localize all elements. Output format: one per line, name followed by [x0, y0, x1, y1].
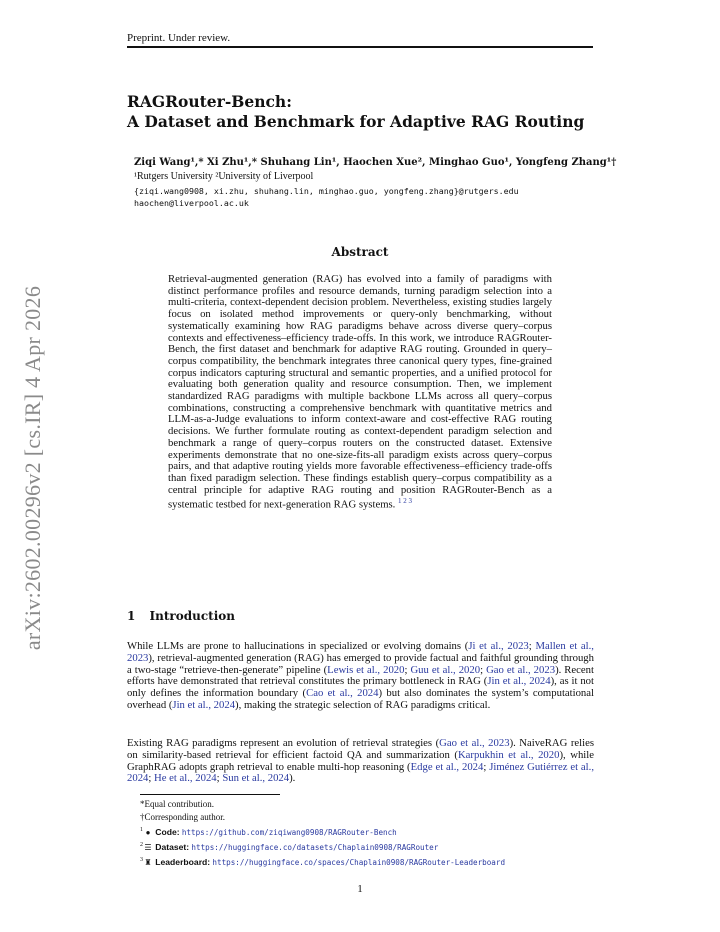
abstract-body — [168, 274, 552, 512]
footnote-code: $^1$ ● Code: https://github.com/ziqiwang0908/RAGRouter-Bench — [140, 827, 397, 837]
paragraph-text: ; — [148, 772, 155, 785]
citation-link[interactable]: Karpukhin et al., 2020 — [457, 748, 560, 761]
citation-link[interactable]: Jiménez Gutiérrez et al., 2024 — [127, 760, 594, 785]
footnote-equal: *Equal contribution. — [140, 799, 214, 809]
citation-link[interactable]: Cao et al., 2024 — [306, 687, 379, 700]
title-line-2: A Dataset and Benchmark for Adaptive RAG Routing — [127, 112, 585, 131]
dataset-label: Dataset: — [155, 842, 190, 852]
paragraph-text: ), while GraphRAG adopts graph retrieval to enable multi-hop reasoning ( — [127, 748, 594, 773]
citation-link[interactable]: Gao et al., 2023 — [439, 737, 510, 749]
citation-link[interactable]: Ji et al., 2023 — [468, 640, 529, 652]
footnote-dataset: $^2$☰ Dataset: https://huggingface.co/datasets/Chaplain0908/RAGRouter — [140, 842, 439, 852]
citation-link[interactable]: Sun et al., 2024 — [222, 772, 290, 785]
abstract-footnote-links[interactable]: 1 2 3 — [398, 497, 413, 506]
author-list: Ziqi Wang¹,* Xi Zhu¹,* Shuhang Lin¹, Haochen Xue², Minghao Guo¹, Yongfeng Zhang¹† — [134, 157, 617, 168]
section-number: 1 — [127, 609, 136, 623]
footnotes — [140, 798, 505, 869]
abstract-heading: Abstract — [331, 245, 389, 259]
paragraph-text: ). — [289, 772, 296, 785]
citation-link[interactable]: Gao et al., 2023 — [486, 663, 556, 676]
paragraph-text: ). Recent efforts have demonstrated that retrieval constitutes the primary bottleneck in RAG ( — [127, 663, 594, 688]
leaderboard-label: Leaderboard: — [155, 857, 211, 867]
citation-link[interactable]: Lewis et al., 2020 — [327, 663, 405, 676]
affiliations: ¹Rutgers University ²University of Liverpool — [134, 171, 314, 182]
paragraph-text: ), making the strategic selection of RAG paradigms critical. — [235, 698, 491, 711]
citation-link[interactable]: He et al., 2024 — [154, 772, 217, 785]
email-line-2: haochen@liverpool.ac.uk — [134, 198, 249, 208]
header-rule — [127, 46, 593, 48]
database-icon: ☰ — [144, 843, 152, 852]
section-title: Introduction — [149, 609, 236, 623]
paragraph-text: ), retrieval-augmented generation (RAG) has emerged to provide factual and faithful grounding through a two-stage “retrieve-then-generate” pipeline ( — [127, 651, 594, 676]
paragraph-text: ). NaiveRAG relies on similarity-based retrieval for efficient factoid QA and summarization ( — [127, 737, 594, 761]
section-heading-introduction — [127, 609, 235, 623]
citation-link[interactable]: Jin et al., 2024 — [172, 698, 236, 711]
paragraph-text: ; — [528, 640, 536, 652]
email-line-1: {ziqi.wang0908, xi.zhu, shuhang.lin, minghao.guo, yongfeng.zhang}@rutgers.edu — [134, 186, 519, 196]
title-line-1: RAGRouter-Bench: — [127, 92, 292, 111]
paragraph-text: ; — [480, 663, 487, 676]
github-icon: ● — [145, 828, 151, 837]
paragraph-text: ) but also dominates the system’s computational overhead ( — [127, 687, 594, 711]
footnote-leaderboard: $^3$♜ Leaderboard: https://huggingface.co/spaces/Chaplain0908/RAGRouter-Leaderboard — [140, 857, 506, 867]
running-header: Preprint. Under review. — [127, 32, 231, 44]
citation-link[interactable]: Mallen et al., 2023 — [127, 640, 594, 664]
leaderboard-link[interactable]: https://huggingface.co/spaces/Chaplain0908/RAGRouter-Leaderboard — [212, 858, 506, 867]
paragraph-text: Existing RAG paradigms represent an evolution of retrieval strategies ( — [127, 737, 440, 749]
paragraph-text: ; — [404, 663, 411, 676]
citation-link[interactable]: Jin et al., 2024 — [487, 675, 551, 688]
intro-paragraph-1 — [127, 641, 594, 712]
citation-link[interactable]: Guu et al., 2020 — [410, 663, 481, 676]
paragraph-text: While LLMs are prone to hallucinations in specialized or evolving domains ( — [127, 640, 469, 652]
code-label: Code: — [155, 827, 180, 837]
paragraph-text: ), as it not only defines the information boundary ( — [127, 675, 594, 700]
abstract-text: Retrieval-augmented generation (RAG) has evolved into a family of paradigms with distinct performance profiles and resource demands, turning paradigm selection into a multi-criteria, context-dependent decision problem. Nevertheless, existing studies largely focus on isolated method improvements or query-only benchmarking, without systematically examining how RAG paradigms behave across diverse query–corpus contexts and effectiveness–efficiency trade-offs. In this work, we introduce RAGRouter-Bench, the first dataset and benchmark for adaptive RAG routing. Grounded in query–corpus compatibility, the benchmark integrates three canonical query types, fine-grained corpus indicators capturing structural and semantic properties, and a unified protocol for evaluating both generation quality and resource consumption. Then, we implement standardized RAG paradigms with multiple backbone LLMs across all query–corpus combinations, constructing a comprehensive benchmark with quantitative metrics and LLM-as-a-Judge evaluations to inform context-aware and cost-effective RAG routing decisions. We further formulate routing as context-dependent paradigm selection and benchmark a range of query–corpus routers on the constructed dataset. Extensive experiments demonstrate that no one-size-fits-all paradigm exists across query–corpus pairs, and that adaptive routing yields more favorable effectiveness–efficiency trade-offs than fixed paradigm selection. These findings establish query–corpus compatibility as a central principle for adaptive RAG routing and position RAGRouter-Bench as a systematic testbed for next-generation RAG systems. — [168, 273, 552, 511]
footnote-rule — [140, 794, 280, 795]
trophy-icon: ♜ — [144, 858, 152, 867]
arxiv-sidebar-stamp — [18, 268, 48, 668]
dataset-link[interactable]: https://huggingface.co/datasets/Chaplain0908/RAGRouter — [191, 843, 439, 852]
arxiv-id: arXiv:2602.00296v2 [cs.IR] 4 Apr 2026 — [20, 285, 45, 651]
author-emails — [134, 185, 519, 209]
page-number: 1 — [357, 883, 363, 895]
paragraph-text: ; — [216, 772, 223, 785]
footnote-corresponding: †Corresponding author. — [140, 812, 225, 822]
intro-paragraph-2 — [127, 738, 594, 785]
paper-title — [127, 92, 597, 132]
citation-link[interactable]: Edge et al., 2024 — [410, 760, 484, 773]
code-link[interactable]: https://github.com/ziqiwang0908/RAGRouter-Bench — [181, 828, 397, 837]
paragraph-text: ; — [483, 760, 490, 773]
